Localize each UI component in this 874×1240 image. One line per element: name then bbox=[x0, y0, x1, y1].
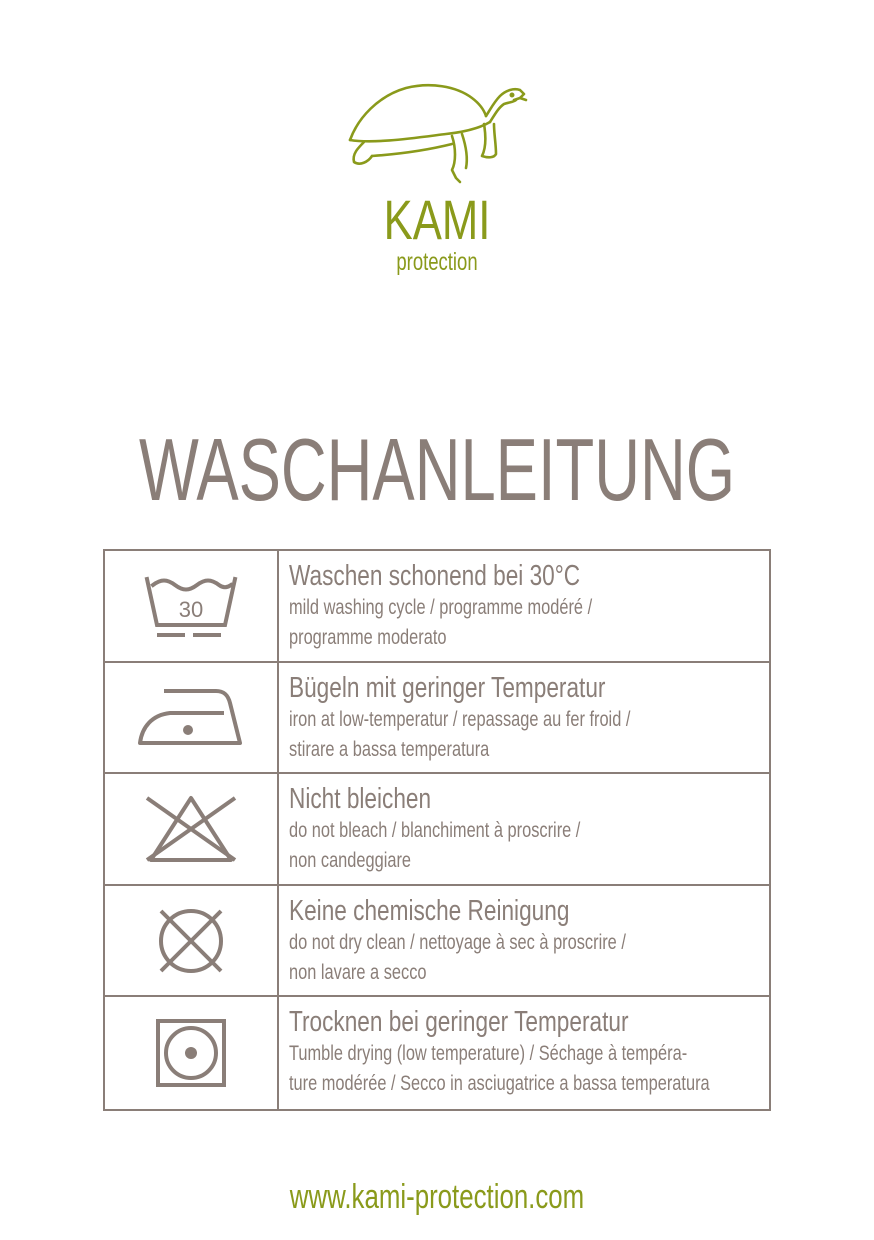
care-text bbox=[279, 886, 769, 996]
symbol-cell bbox=[105, 551, 279, 661]
symbol-cell bbox=[105, 663, 279, 773]
care-row-iron bbox=[105, 663, 769, 775]
no-bleach-icon bbox=[143, 794, 239, 864]
symbol-cell bbox=[105, 997, 279, 1109]
page-title: WASCHANLEITUNG bbox=[138, 420, 736, 519]
iron-low-icon bbox=[136, 685, 246, 749]
care-sub-line: programme moderato bbox=[289, 626, 447, 649]
tumble-dry-low-icon bbox=[155, 1018, 227, 1088]
care-main-label: Trocknen bei geringer Temperatur bbox=[289, 1006, 629, 1039]
care-sub-line: Tumble drying (low temperature) / Séchage à tempéra- bbox=[289, 1042, 688, 1066]
care-main-label: Waschen schonend bei 30°C bbox=[289, 560, 581, 592]
care-sub-line: do not bleach / blanchiment à proscrire / bbox=[289, 819, 581, 843]
care-sub-line: mild washing cycle / programme modéré / bbox=[289, 596, 593, 619]
wash-30-icon bbox=[143, 571, 239, 641]
symbol-cell bbox=[105, 774, 279, 884]
brand-subtitle: protection bbox=[396, 248, 478, 276]
care-sub-line: non lavare a secco bbox=[289, 960, 427, 984]
website-url: www.kami-protection.com bbox=[289, 1178, 585, 1216]
care-main-label: Nicht bleichen bbox=[289, 783, 432, 816]
care-sub-line: ture modérée / Secco in asciugatrice a bassa temperatura bbox=[289, 1072, 710, 1096]
care-text bbox=[279, 774, 769, 884]
care-text bbox=[279, 997, 769, 1109]
care-row-tumble-dry bbox=[105, 997, 769, 1109]
care-instructions-table bbox=[103, 549, 771, 1111]
symbol-cell bbox=[105, 886, 279, 996]
brand-logo bbox=[0, 78, 874, 288]
brand-name: KAMI bbox=[383, 188, 491, 251]
no-dry-clean-icon bbox=[155, 905, 227, 977]
care-sub-line: do not dry clean / nettoyage à sec à proscrire / bbox=[289, 930, 626, 954]
care-sub-line: iron at low-temperatur / repassage au fer froid / bbox=[289, 707, 631, 731]
care-main-label: Bügeln mit geringer Temperatur bbox=[289, 671, 606, 704]
care-row-dry-clean bbox=[105, 886, 769, 998]
care-text bbox=[279, 551, 769, 661]
care-text bbox=[279, 663, 769, 773]
care-sub-line: non candeggiare bbox=[289, 849, 412, 873]
turtle-icon bbox=[344, 78, 530, 194]
care-sub-line: stirare a bassa temperatura bbox=[289, 737, 490, 761]
care-row-wash bbox=[105, 551, 769, 663]
care-main-label: Keine chemische Reinigung bbox=[289, 894, 570, 927]
care-row-bleach bbox=[105, 774, 769, 886]
wash-temperature: 30 bbox=[178, 596, 204, 622]
